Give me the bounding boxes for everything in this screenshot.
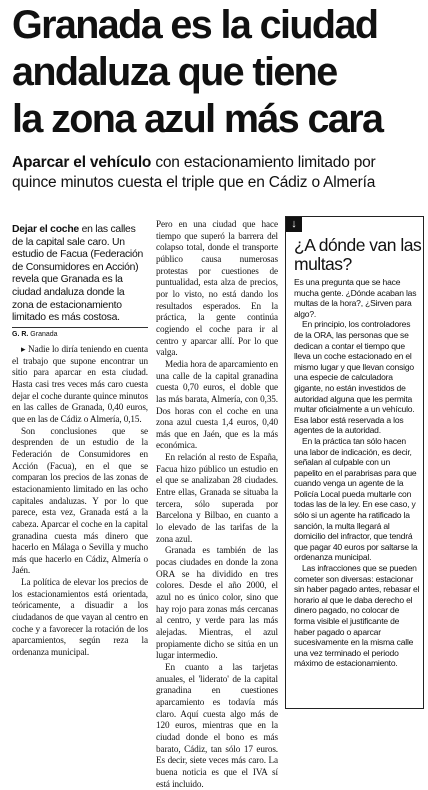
- byline: [12, 331, 58, 338]
- byline-place: Granada: [28, 331, 58, 338]
- sidebar-paragraph: En la práctica tan sólo hacen una labor de indicación, es decir, señalan al culpable con un papelito en el parabrisas para que cuando venga un agente de la Policía Local pueda multarle con todas las de la ley. En ese caso, y sólo si un agente ha ratificado la sanción, la multa llegará al domicilio del infractor, que tendrá que pagar 40 euros por saltarse la ordenanza municipal.: [294, 435, 418, 563]
- lead-paragraph: [12, 224, 148, 325]
- subheadline-rest: con estacionamiento limitado por quince minutos cuesta el triple que en Cádiz o Almería: [12, 154, 376, 191]
- lead-bold: Dejar el coche: [12, 224, 79, 235]
- headline-line: la zona azul más cara: [12, 97, 383, 141]
- sidebar-paragraph: Las infracciones que se pueden cometer son diversas: estacionar sin haber pagado antes, rebasar el horario al que le daba derecho el dinero pagado, no colocar de forma visible el justificante de haber pagado o aparcar sucesivamente en la misma calle una vez terminado el periodo máximo de estacionamiento.: [294, 563, 420, 669]
- byline-divider: [12, 327, 148, 328]
- byline-author: G. R.: [12, 331, 29, 338]
- lead-rest: en las calles de la capital sale caro. Un estudio de Facua (Federación de Consumidores en Acción) revela que Granada es la ciudad andaluza donde la zona de estacionamiento limitado es más costosa.: [12, 224, 144, 324]
- paragraph: En relación al resto de España, Facua hizo público un estudio en el que se analizaban 28 ciudades. Entre ellas, Granada se situaba la tercera, sólo superada por Barcelona y Bilbao, en cuanto a lo elevado de las tarifas de la zona azul.: [156, 452, 278, 544]
- paragraph: Media hora de aparcamiento en una calle de la capital granadina cuesta 0,70 euros, el doble que las más barata, Almería, con 0,35. Dos horas con el coche en una zona azul cuesta 1,4 euros, 0,40 más que en Jaén, que es la más económica.: [156, 358, 278, 451]
- subheadline: [12, 153, 422, 193]
- paragraph: ▸ Nadie lo diría teniendo en cuenta el trabajo que supone encontrar un sitio para aparcar en esta ciudad. Hasta casi tres veces más caro cuesta dejar el coche durante quince minutos en las calles de Granada, 0,40 euros, que en las de Cádiz o Almería, 0,15.: [12, 344, 148, 424]
- paragraph: Pero en una ciudad que hace tiempo que superó la barrera del colapso total, donde el transporte público causa numerosas protestas por cuestiones de puntualidad, esta alza de precios, por lo visto, no está dando los resultados esperados. En la práctica, la gente continúa cogiendo el coche para ir al centro y aparcar allí. Por lo que valga.: [156, 219, 278, 358]
- sidebar-paragraph: Es una pregunta que se hace mucha gente. ¿Dónde acaban las multas de la hora?, ¿Sirven para algo?.: [294, 277, 417, 319]
- arrow-down-icon: ↓: [286, 217, 302, 232]
- paragraph: Son conclusiones que se desprenden de un estudio de la Federación de Consumidores en Acción (Facua), en el que se comparan los precios de las zonas de estacionamiento limitado en las ocho capitales andaluzas. Y por lo que parece, esta vez, Granada está a la cabeza. Aparcar el coche en la capital granadina cuesta más dinero que hacerlo en Málaga o Sevilla y mucho más que hacerlo en Cádiz, Almería o Jaén.: [12, 425, 148, 576]
- paragraph: La política de elevar los precios de los estacionamientos está orientada, teóricamente, a disuadir a los ciudadanos de que vayan al centro en coche y a favorecer la rotación de los aparcamientos, según reza la ordenanza municipal.: [12, 577, 148, 658]
- bullet-icon: ▸: [21, 344, 29, 354]
- paragraph: Granada es también de las pocas ciudades en donde la zona ORA se ha dividido en tres colores. Desde el año 2000, el azul no es único color, sino que hay rojo para zonas más cercanas al centro, y verde para las más alejadas. Mientras, el azul propiamente dicho se sitúa en un lugar intermedio.: [156, 545, 278, 661]
- sidebar-title: ¿A dónde van las multas?: [294, 235, 422, 274]
- sidebar-paragraph: En principio, los controladores de la ORA, las personas que se dedican a contar el tiempo que lleva un coche estacionado en el mismo lugar y que llevan consigo una especie de calculadora gigante, no están investidos de autoridad alguna que les permita multar oficialmente a un vehículo. Esa labor está reservada a los agentes de la autoridad.: [294, 319, 415, 436]
- article-column-2: [156, 219, 278, 790]
- paragraph: En cuanto a las tarjetas anuales, el 'liderato' de la capital granadina en cuestiones aparcamiento es todavía más claro. Aquí cuesta algo más de 120 euros, mientras que en la ciudad donde el bono es más barato, Cádiz, tan sólo 17 euros. Es decir, siete veces más caro. La buena noticia es que el IVA sí está incluido.: [156, 661, 278, 789]
- sidebar-body: [294, 277, 420, 669]
- headline-line: Granada es la ciudad: [12, 3, 378, 47]
- headline-line: andaluza que tiene: [12, 50, 337, 94]
- headline: [12, 2, 422, 143]
- article-column-1: [12, 344, 148, 659]
- sidebar-box: [285, 216, 424, 709]
- subheadline-bold: Aparcar el vehículo: [12, 154, 152, 171]
